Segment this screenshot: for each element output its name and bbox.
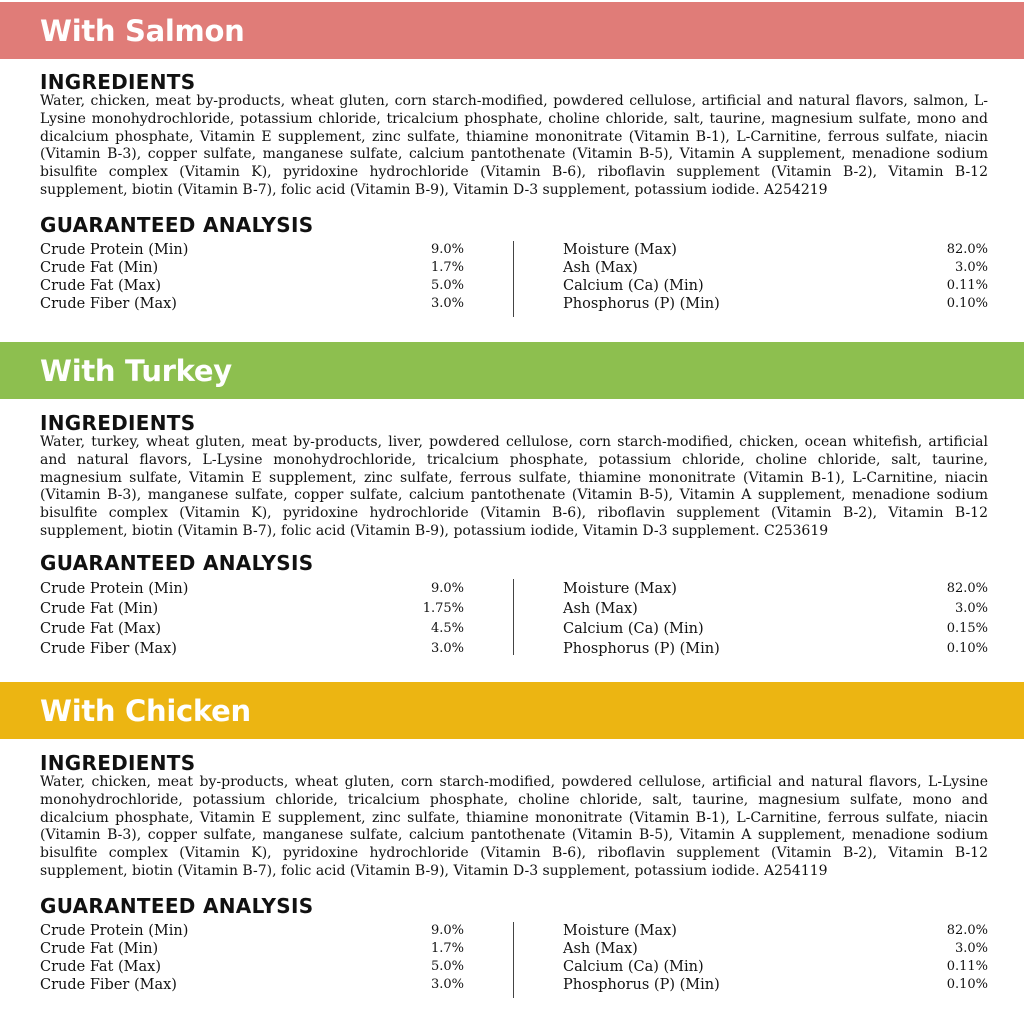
ingredients-text: Water, turkey, wheat gluten, meat by-products, liver, powdered cellulose, corn starch-modified, chicken, ocean whitefish, artificial and natural flavors, L-Lysine monohydrochloride, tricalcium phosphate, potassium chloride, choline chloride, salt, taurine, magnesium sulfate, Vitamin E supplement, zinc sulfate, ferrous sulfate, thiamine mononitrate (Vitamin B-1), L-Carnitine, niacin (Vitamin B-3), manganese sulfate, copper sulfate, calcium pantothenate (Vitamin B-5), Vitamin A supplement, menadione sodium bisulfite complex (Vitamin K), pyridoxine hydrochloride (Vitamin B-6), riboflavin supplement (Vitamin B-2), Vitamin B-12 supplement, biotin (Vitamin B-7), folic acid (Vitamin B-9), potassium iodide, Vitamin D-3 supplement. C253619 [40, 434, 988, 539]
analysis-row [40, 241, 464, 259]
analysis-label: Crude Protein (Min) [40, 580, 189, 597]
analysis-label: Calcium (Ca) (Min) [563, 958, 704, 975]
analysis-label: Crude Fat (Min) [40, 600, 159, 617]
analysis-value: 0.15% [946, 620, 988, 636]
analysis-value: 5.0% [430, 277, 464, 293]
chicken-section [0, 682, 1024, 998]
analysis-label: Phosphorus (P) (Min) [563, 295, 720, 312]
ingredients-text: Water, chicken, meat by-products, wheat gluten, corn starch-modified, powdered cellulose, artificial and natural flavors, salmon, L-Lysine monohydrochloride, potassium chloride, tricalcium phosphate, choline chloride, salt, taurine, magnesium sulfate, mono and dicalcium phosphate, Vitamin E supplement, zinc sulfate, thiamine mononitrate (Vitamin B-1), L-Carnitine, ferrous sulfate, niacin (Vitamin B-3), copper sulfate, manganese sulfate, calcium pantothenate (Vitamin B-5), Vitamin A supplement, menadione sodium bisulfite complex (Vitamin K), pyridoxine hydrochloride (Vitamin B-6), riboflavin supplement (Vitamin B-2), Vitamin B-12 supplement, biotin (Vitamin B-7), folic acid (Vitamin B-9), Vitamin D-3 supplement, potassium iodide. A254219 [40, 93, 988, 198]
analysis-table [0, 922, 1024, 998]
section-banner [0, 2, 1024, 59]
analysis-row [40, 940, 464, 958]
analysis-heading: GUARANTEED ANALYSIS [40, 550, 314, 575]
analysis-right-column [563, 922, 988, 994]
analysis-label: Crude Fiber (Max) [40, 640, 177, 657]
analysis-row [563, 295, 988, 313]
analysis-row [40, 922, 464, 940]
analysis-value: 1.7% [430, 259, 464, 275]
analysis-label: Moisture (Max) [563, 241, 677, 258]
analysis-value: 1.75% [422, 600, 464, 616]
ingredients-heading: INGREDIENTS [40, 411, 196, 435]
analysis-row [40, 579, 464, 599]
analysis-right-column [563, 579, 988, 659]
analysis-label: Crude Fat (Max) [40, 958, 161, 975]
analysis-value: 3.0% [954, 600, 988, 616]
analysis-left-column [40, 922, 464, 994]
analysis-label: Crude Fat (Min) [40, 940, 159, 957]
section-banner [0, 682, 1024, 739]
analysis-row [40, 976, 464, 994]
analysis-label: Crude Fiber (Max) [40, 976, 177, 993]
analysis-label: Ash (Max) [563, 940, 638, 957]
analysis-value: 3.0% [430, 295, 464, 311]
analysis-value: 0.11% [946, 958, 988, 974]
analysis-row [40, 619, 464, 639]
analysis-value: 82.0% [946, 580, 988, 596]
analysis-value: 3.0% [954, 940, 988, 956]
analysis-value: 1.7% [430, 940, 464, 956]
analysis-label: Calcium (Ca) (Min) [563, 620, 704, 637]
analysis-left-column [40, 579, 464, 659]
analysis-heading: GUARANTEED ANALYSIS [40, 893, 314, 918]
analysis-value: 3.0% [430, 976, 464, 992]
analysis-label: Phosphorus (P) (Min) [563, 976, 720, 993]
analysis-row [563, 976, 988, 994]
analysis-label: Ash (Max) [563, 600, 638, 617]
analysis-label: Crude Fat (Max) [40, 620, 161, 637]
analysis-row [563, 639, 988, 659]
section-title: With Chicken [40, 693, 251, 728]
analysis-row [40, 639, 464, 659]
analysis-row [563, 922, 988, 940]
analysis-row [40, 958, 464, 976]
analysis-row [563, 277, 988, 295]
analysis-value: 5.0% [430, 958, 464, 974]
analysis-value: 3.0% [430, 640, 464, 656]
ingredients-text: Water, chicken, meat by-products, wheat gluten, corn starch-modified, powdered cellulose, artificial and natural flavors, L-Lysine monohydrochloride, potassium chloride, tricalcium phosphate, choline chloride, salt, taurine, magnesium sulfate, mono and dicalcium phosphate, Vitamin E supplement, zinc sulfate, thiamine mononitrate (Vitamin B-1), L-Carnitine, ferrous sulfate, niacin (Vitamin B-3), copper sulfate, manganese sulfate, calcium pantothenate (Vitamin B-5), Vitamin A supplement, menadione sodium bisulfite complex (Vitamin K), pyridoxine hydrochloride (Vitamin B-6), riboflavin supplement (Vitamin B-2), Vitamin B-12 supplement, biotin (Vitamin B-7), folic acid (Vitamin B-9), Vitamin D-3 supplement, potassium iodide. A254119 [40, 774, 988, 879]
analysis-value: 4.5% [430, 620, 464, 636]
analysis-value: 9.0% [430, 922, 464, 938]
analysis-label: Crude Protein (Min) [40, 241, 189, 258]
analysis-label: Crude Fat (Max) [40, 277, 161, 294]
analysis-label: Crude Protein (Min) [40, 922, 189, 939]
analysis-table [0, 579, 1024, 661]
analysis-value: 0.10% [946, 295, 988, 311]
analysis-row [563, 619, 988, 639]
analysis-value: 82.0% [946, 922, 988, 938]
analysis-row [563, 599, 988, 619]
section-title: With Turkey [40, 353, 232, 388]
analysis-row [40, 259, 464, 277]
analysis-value: 0.10% [946, 976, 988, 992]
analysis-row [40, 295, 464, 313]
analysis-value: 0.10% [946, 640, 988, 656]
analysis-row [40, 277, 464, 295]
turkey-section [0, 342, 1024, 661]
analysis-label: Crude Fiber (Max) [40, 295, 177, 312]
analysis-divider [513, 922, 514, 998]
analysis-divider [513, 579, 514, 655]
analysis-value: 82.0% [946, 241, 988, 257]
section-title: With Salmon [40, 13, 245, 48]
analysis-row [40, 599, 464, 619]
analysis-heading: GUARANTEED ANALYSIS [40, 212, 314, 237]
section-banner [0, 342, 1024, 399]
analysis-value: 9.0% [430, 580, 464, 596]
analysis-row [563, 259, 988, 277]
analysis-row [563, 958, 988, 976]
analysis-row [563, 579, 988, 599]
analysis-right-column [563, 241, 988, 313]
analysis-label: Moisture (Max) [563, 922, 677, 939]
analysis-label: Calcium (Ca) (Min) [563, 277, 704, 294]
analysis-value: 9.0% [430, 241, 464, 257]
analysis-row [563, 241, 988, 259]
analysis-table [0, 241, 1024, 317]
analysis-row [563, 940, 988, 958]
analysis-label: Moisture (Max) [563, 580, 677, 597]
analysis-label: Phosphorus (P) (Min) [563, 640, 720, 657]
analysis-divider [513, 241, 514, 317]
salmon-section [0, 2, 1024, 317]
analysis-value: 3.0% [954, 259, 988, 275]
analysis-label: Ash (Max) [563, 259, 638, 276]
ingredients-heading: INGREDIENTS [40, 751, 196, 775]
analysis-label: Crude Fat (Min) [40, 259, 159, 276]
ingredients-heading: INGREDIENTS [40, 70, 196, 94]
analysis-value: 0.11% [946, 277, 988, 293]
analysis-left-column [40, 241, 464, 313]
